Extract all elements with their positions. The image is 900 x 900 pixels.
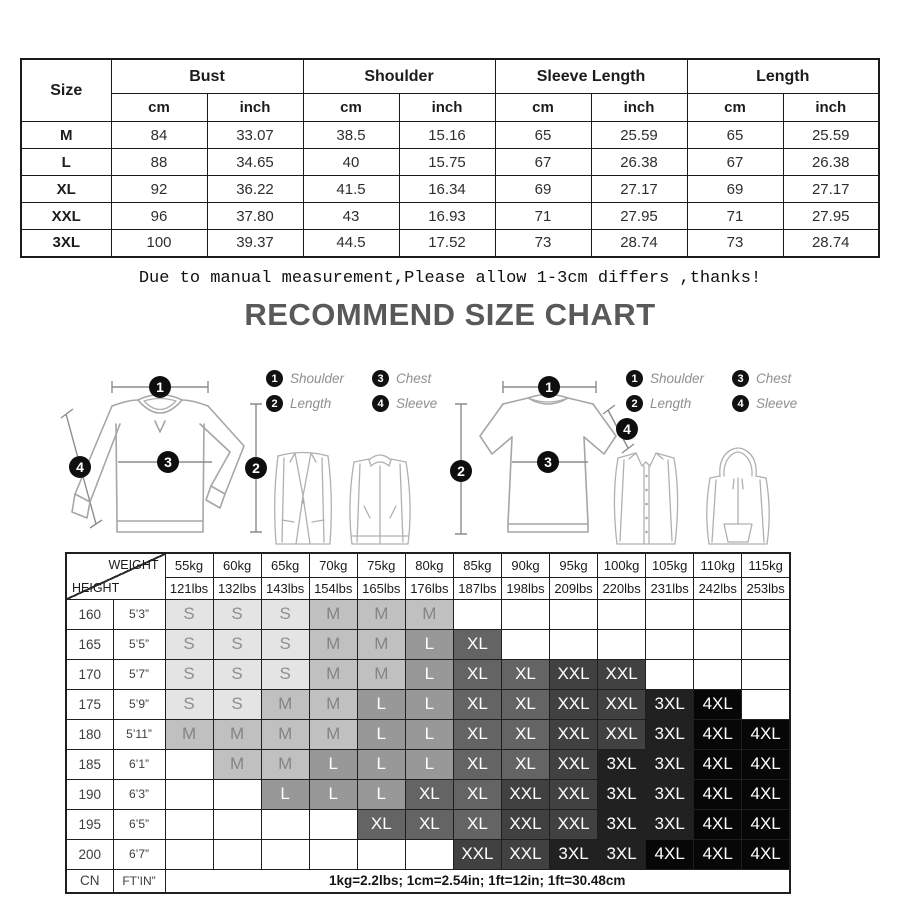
weight-lbs-header: 187lbs: [453, 577, 501, 599]
weight-kg-header: 115kg: [742, 553, 790, 577]
legend-item-shoulder: [266, 370, 372, 387]
height-row: [66, 779, 790, 809]
size-label: M: [21, 122, 111, 149]
measure-legend-right: [626, 370, 797, 412]
size-cell: 3XL: [598, 779, 646, 809]
measurement-cell: 27.17: [591, 176, 687, 203]
size-cell: M: [405, 599, 453, 629]
measurement-cell: 37.80: [207, 203, 303, 230]
measurement-cell: 73: [687, 230, 783, 257]
size-cell: L: [357, 749, 405, 779]
size-cell: XL: [453, 659, 501, 689]
size-cell: XXL: [501, 779, 549, 809]
measurement-cell: 34.65: [207, 149, 303, 176]
empty-cell: [550, 629, 598, 659]
size-cell: 3XL: [646, 719, 694, 749]
weight-height-corner: [66, 553, 165, 599]
svg-text:3: 3: [164, 454, 172, 470]
size-cell: 4XL: [694, 779, 742, 809]
weight-lbs-header: 198lbs: [501, 577, 549, 599]
size-cell: M: [261, 689, 309, 719]
size-cell: XXL: [598, 659, 646, 689]
legend-number-badge: 3: [372, 370, 389, 387]
size-cell: L: [357, 689, 405, 719]
svg-text:4: 4: [76, 459, 84, 475]
measurement-cell: 88: [111, 149, 207, 176]
measurement-cell: 71: [687, 203, 783, 230]
svg-text:3: 3: [544, 454, 552, 470]
group-header: Bust: [111, 59, 303, 94]
weight-lbs-header: 253lbs: [742, 577, 790, 599]
measurement-cell: 27.17: [783, 176, 879, 203]
size-cell: M: [357, 659, 405, 689]
conversion-note: 1kg=2.2lbs; 1cm=2.54in; 1ft=12in; 1ft=30.48cm: [165, 869, 790, 893]
measurement-cell: 65: [687, 122, 783, 149]
marker-length: [245, 457, 267, 479]
height-ftin: 5’5”: [113, 629, 165, 659]
empty-cell: [646, 599, 694, 629]
height-ftin: 5’11”: [113, 719, 165, 749]
legend-label: Sleeve: [756, 396, 798, 411]
size-cell: XXL: [550, 749, 598, 779]
size-cell: XL: [453, 809, 501, 839]
legend-number-badge: 1: [266, 370, 283, 387]
weight-kg-header: 95kg: [550, 553, 598, 577]
size-cell: XXL: [501, 809, 549, 839]
empty-cell: [694, 599, 742, 629]
measurement-cell: 38.5: [303, 122, 399, 149]
measurement-table: [20, 58, 880, 258]
group-header: Sleeve Length: [495, 59, 687, 94]
size-cell: L: [357, 779, 405, 809]
size-col-header: Size: [21, 59, 111, 122]
weight-kg-header: 85kg: [453, 553, 501, 577]
size-cell: S: [213, 659, 261, 689]
sweatshirt-diagram: [60, 374, 265, 546]
height-ftin: 5’9”: [113, 689, 165, 719]
weight-kg-header: 105kg: [646, 553, 694, 577]
size-cell: 3XL: [550, 839, 598, 869]
size-cell: 4XL: [742, 839, 790, 869]
size-cell: 4XL: [742, 809, 790, 839]
size-cell: 3XL: [646, 689, 694, 719]
legend-number-badge: 4: [372, 395, 389, 412]
measurement-cell: 36.22: [207, 176, 303, 203]
unit-header: cm: [495, 94, 591, 122]
svg-text:4: 4: [623, 421, 631, 437]
height-cm: 175: [66, 689, 113, 719]
size-cell: 3XL: [598, 809, 646, 839]
size-cell: 4XL: [694, 749, 742, 779]
jacket-sketch: [344, 446, 416, 550]
group-header: Length: [687, 59, 879, 94]
legend-item-sleeve: [372, 395, 437, 412]
measurement-cell: 16.93: [399, 203, 495, 230]
height-row: [66, 599, 790, 629]
weight-kg-header: 100kg: [598, 553, 646, 577]
measurement-cell: 65: [495, 122, 591, 149]
weight-kg-header: 90kg: [501, 553, 549, 577]
measurement-cell: 25.59: [783, 122, 879, 149]
empty-cell: [309, 809, 357, 839]
legend-item-length: [266, 395, 372, 412]
measurement-row: [21, 230, 879, 257]
marker-shoulder: [538, 376, 560, 398]
size-cell: 4XL: [694, 719, 742, 749]
size-cell: M: [357, 599, 405, 629]
size-cell: M: [309, 659, 357, 689]
marker-sleeve: [616, 418, 638, 440]
size-cell: 4XL: [694, 689, 742, 719]
measurement-cell: 40: [303, 149, 399, 176]
size-recommendation-table: [65, 552, 791, 894]
empty-cell: [213, 779, 261, 809]
measurement-row: [21, 176, 879, 203]
empty-cell: [309, 839, 357, 869]
size-cell: 3XL: [598, 749, 646, 779]
height-ftin: 5’3”: [113, 599, 165, 629]
page-title: RECOMMEND SIZE CHART: [244, 297, 656, 332]
size-cell: XXL: [501, 839, 549, 869]
size-cell: L: [405, 749, 453, 779]
height-cm: 160: [66, 599, 113, 629]
measurement-cell: 25.59: [591, 122, 687, 149]
weight-lbs-header: 165lbs: [357, 577, 405, 599]
legend-label: Length: [650, 396, 692, 411]
measurement-cell: 69: [687, 176, 783, 203]
ftin-unit-label: FT’IN”: [113, 869, 165, 893]
weight-kg-header: 65kg: [261, 553, 309, 577]
empty-cell: [742, 689, 790, 719]
size-cell: XL: [453, 779, 501, 809]
size-cell: S: [213, 599, 261, 629]
size-cell: XXL: [598, 689, 646, 719]
unit-header: inch: [591, 94, 687, 122]
group-header: Shoulder: [303, 59, 495, 94]
height-ftin: 6’3”: [113, 779, 165, 809]
size-cell: XXL: [550, 689, 598, 719]
size-cell: 4XL: [646, 839, 694, 869]
measurement-cell: 33.07: [207, 122, 303, 149]
size-cell: L: [357, 719, 405, 749]
size-cell: L: [405, 689, 453, 719]
size-cell: XL: [453, 719, 501, 749]
measurement-cell: 16.34: [399, 176, 495, 203]
size-cell: S: [261, 599, 309, 629]
empty-cell: [453, 599, 501, 629]
measurement-cell: 92: [111, 176, 207, 203]
measurement-cell: 28.74: [783, 230, 879, 257]
weight-lbs-header: 132lbs: [213, 577, 261, 599]
footer-row: [66, 869, 790, 893]
height-cm: 195: [66, 809, 113, 839]
height-row: [66, 689, 790, 719]
cn-unit-label: CN: [66, 869, 113, 893]
height-ftin: 6’7”: [113, 839, 165, 869]
svg-text:1: 1: [545, 379, 553, 395]
measurement-cell: 67: [687, 149, 783, 176]
empty-cell: [213, 839, 261, 869]
size-cell: M: [213, 749, 261, 779]
empty-cell: [646, 629, 694, 659]
size-cell: XL: [501, 659, 549, 689]
measurement-cell: 26.38: [783, 149, 879, 176]
height-row: [66, 659, 790, 689]
empty-cell: [501, 629, 549, 659]
height-row: [66, 719, 790, 749]
weight-kg-header: 80kg: [405, 553, 453, 577]
size-cell: M: [309, 689, 357, 719]
size-cell: XXL: [598, 719, 646, 749]
marker-chest: [537, 451, 559, 473]
measurement-cell: 27.95: [783, 203, 879, 230]
blazer-sketch: [270, 446, 336, 550]
size-cell: M: [261, 749, 309, 779]
empty-cell: [742, 659, 790, 689]
height-ftin: 6’5”: [113, 809, 165, 839]
size-cell: M: [309, 719, 357, 749]
height-row: [66, 629, 790, 659]
legend-number-badge: 2: [626, 395, 643, 412]
empty-cell: [646, 659, 694, 689]
empty-cell: [694, 629, 742, 659]
measurement-cell: 67: [495, 149, 591, 176]
size-cell: S: [165, 689, 213, 719]
weight-corner-label: WEIGHT: [108, 558, 159, 572]
size-cell: S: [165, 599, 213, 629]
size-cell: S: [165, 629, 213, 659]
size-cell: XL: [501, 689, 549, 719]
empty-cell: [405, 839, 453, 869]
size-cell: XXL: [550, 779, 598, 809]
unit-header: inch: [207, 94, 303, 122]
weight-kg-header: 75kg: [357, 553, 405, 577]
weight-lbs-header: 242lbs: [694, 577, 742, 599]
size-cell: XL: [453, 749, 501, 779]
height-cm: 165: [66, 629, 113, 659]
legend-item-chest: [732, 370, 797, 387]
empty-cell: [261, 809, 309, 839]
measurement-cell: 73: [495, 230, 591, 257]
legend-label: Sleeve: [396, 396, 438, 411]
empty-cell: [742, 629, 790, 659]
legend-item-sleeve: [732, 395, 797, 412]
empty-cell: [694, 659, 742, 689]
hoodie-sketch: [700, 446, 776, 550]
height-row: [66, 809, 790, 839]
size-cell: XXL: [453, 839, 501, 869]
svg-text:2: 2: [457, 463, 465, 479]
legend-number-badge: 3: [732, 370, 749, 387]
size-cell: XL: [405, 809, 453, 839]
size-cell: XL: [453, 689, 501, 719]
weight-lbs-header: 176lbs: [405, 577, 453, 599]
size-cell: M: [261, 719, 309, 749]
weight-lbs-header: 121lbs: [165, 577, 213, 599]
marker-shoulder: [149, 376, 171, 398]
size-cell: 4XL: [742, 779, 790, 809]
weight-lbs-header: 231lbs: [646, 577, 694, 599]
legend-number-badge: 4: [732, 395, 749, 412]
size-cell: XL: [357, 809, 405, 839]
legend-item-shoulder: [626, 370, 732, 387]
measurement-cell: 69: [495, 176, 591, 203]
unit-header: cm: [303, 94, 399, 122]
svg-text:1: 1: [156, 379, 164, 395]
empty-cell: [550, 599, 598, 629]
measurement-cell: 96: [111, 203, 207, 230]
marker-sleeve: [69, 456, 91, 478]
measurement-cell: 15.16: [399, 122, 495, 149]
legend-number-badge: 1: [626, 370, 643, 387]
size-cell: 4XL: [742, 749, 790, 779]
size-label: 3XL: [21, 230, 111, 257]
height-cm: 170: [66, 659, 113, 689]
empty-cell: [598, 629, 646, 659]
size-cell: L: [405, 629, 453, 659]
measurement-cell: 44.5: [303, 230, 399, 257]
size-cell: L: [405, 659, 453, 689]
legend-label: Shoulder: [650, 371, 705, 386]
legend-label: Shoulder: [290, 371, 345, 386]
measurement-cell: 28.74: [591, 230, 687, 257]
height-ftin: 6’1”: [113, 749, 165, 779]
weight-kg-header: 60kg: [213, 553, 261, 577]
size-label: XXL: [21, 203, 111, 230]
measurement-cell: 26.38: [591, 149, 687, 176]
weight-lbs-header: 209lbs: [550, 577, 598, 599]
size-cell: S: [213, 689, 261, 719]
size-cell: XL: [453, 629, 501, 659]
height-cm: 200: [66, 839, 113, 869]
size-cell: 3XL: [646, 809, 694, 839]
empty-cell: [261, 839, 309, 869]
size-cell: 3XL: [646, 749, 694, 779]
measurement-cell: 39.37: [207, 230, 303, 257]
unit-header: inch: [399, 94, 495, 122]
weight-lbs-header: 220lbs: [598, 577, 646, 599]
garment-diagrams: [60, 360, 860, 552]
size-cell: 4XL: [694, 839, 742, 869]
empty-cell: [357, 839, 405, 869]
size-cell: S: [261, 659, 309, 689]
measurement-row: [21, 203, 879, 230]
measurement-cell: 41.5: [303, 176, 399, 203]
legend-number-badge: 2: [266, 395, 283, 412]
legend-label: Length: [290, 396, 332, 411]
height-cm: 190: [66, 779, 113, 809]
size-cell: XL: [501, 719, 549, 749]
weight-kg-header: 55kg: [165, 553, 213, 577]
shirt-sketch: [608, 446, 684, 550]
measurement-cell: 43: [303, 203, 399, 230]
unit-header: cm: [687, 94, 783, 122]
measurement-cell: 15.75: [399, 149, 495, 176]
height-cm: 180: [66, 719, 113, 749]
size-cell: M: [309, 629, 357, 659]
measure-legend-left: [266, 370, 437, 412]
empty-cell: [501, 599, 549, 629]
size-label: L: [21, 149, 111, 176]
size-cell: L: [261, 779, 309, 809]
size-cell: XL: [405, 779, 453, 809]
size-cell: L: [309, 749, 357, 779]
size-cell: 4XL: [694, 809, 742, 839]
height-row: [66, 749, 790, 779]
size-cell: XXL: [550, 809, 598, 839]
size-cell: XL: [501, 749, 549, 779]
empty-cell: [165, 779, 213, 809]
size-cell: S: [213, 629, 261, 659]
weight-lbs-header: 143lbs: [261, 577, 309, 599]
size-cell: M: [357, 629, 405, 659]
unit-header: cm: [111, 94, 207, 122]
svg-text:2: 2: [252, 460, 260, 476]
measurement-cell: 100: [111, 230, 207, 257]
measurement-cell: 17.52: [399, 230, 495, 257]
empty-cell: [598, 599, 646, 629]
size-cell: 3XL: [646, 779, 694, 809]
weight-kg-header: 110kg: [694, 553, 742, 577]
empty-cell: [165, 839, 213, 869]
size-cell: M: [165, 719, 213, 749]
legend-item-chest: [372, 370, 437, 387]
marker-length: [450, 460, 472, 482]
measurement-row: [21, 122, 879, 149]
size-cell: 3XL: [598, 839, 646, 869]
empty-cell: [213, 809, 261, 839]
unit-header: inch: [783, 94, 879, 122]
height-row: [66, 839, 790, 869]
empty-cell: [742, 599, 790, 629]
weight-lbs-header: 154lbs: [309, 577, 357, 599]
height-corner-label: HEIGHT: [72, 580, 120, 595]
measurement-cell: 71: [495, 203, 591, 230]
marker-chest: [157, 451, 179, 473]
legend-item-length: [626, 395, 732, 412]
size-cell: XXL: [550, 719, 598, 749]
empty-cell: [165, 809, 213, 839]
legend-label: Chest: [756, 371, 792, 386]
height-cm: 185: [66, 749, 113, 779]
measurement-cell: 27.95: [591, 203, 687, 230]
measurement-cell: 84: [111, 122, 207, 149]
measurement-row: [21, 149, 879, 176]
size-cell: XXL: [550, 659, 598, 689]
size-cell: M: [309, 599, 357, 629]
size-label: XL: [21, 176, 111, 203]
size-cell: 4XL: [742, 719, 790, 749]
height-ftin: 5’7”: [113, 659, 165, 689]
weight-kg-header: 70kg: [309, 553, 357, 577]
size-cell: L: [405, 719, 453, 749]
size-cell: M: [213, 719, 261, 749]
measurement-note: Due to manual measurement,Please allow 1-3cm differs ,thanks!: [138, 269, 762, 288]
empty-cell: [165, 749, 213, 779]
size-cell: L: [309, 779, 357, 809]
legend-label: Chest: [396, 371, 432, 386]
size-cell: S: [261, 629, 309, 659]
size-cell: S: [165, 659, 213, 689]
